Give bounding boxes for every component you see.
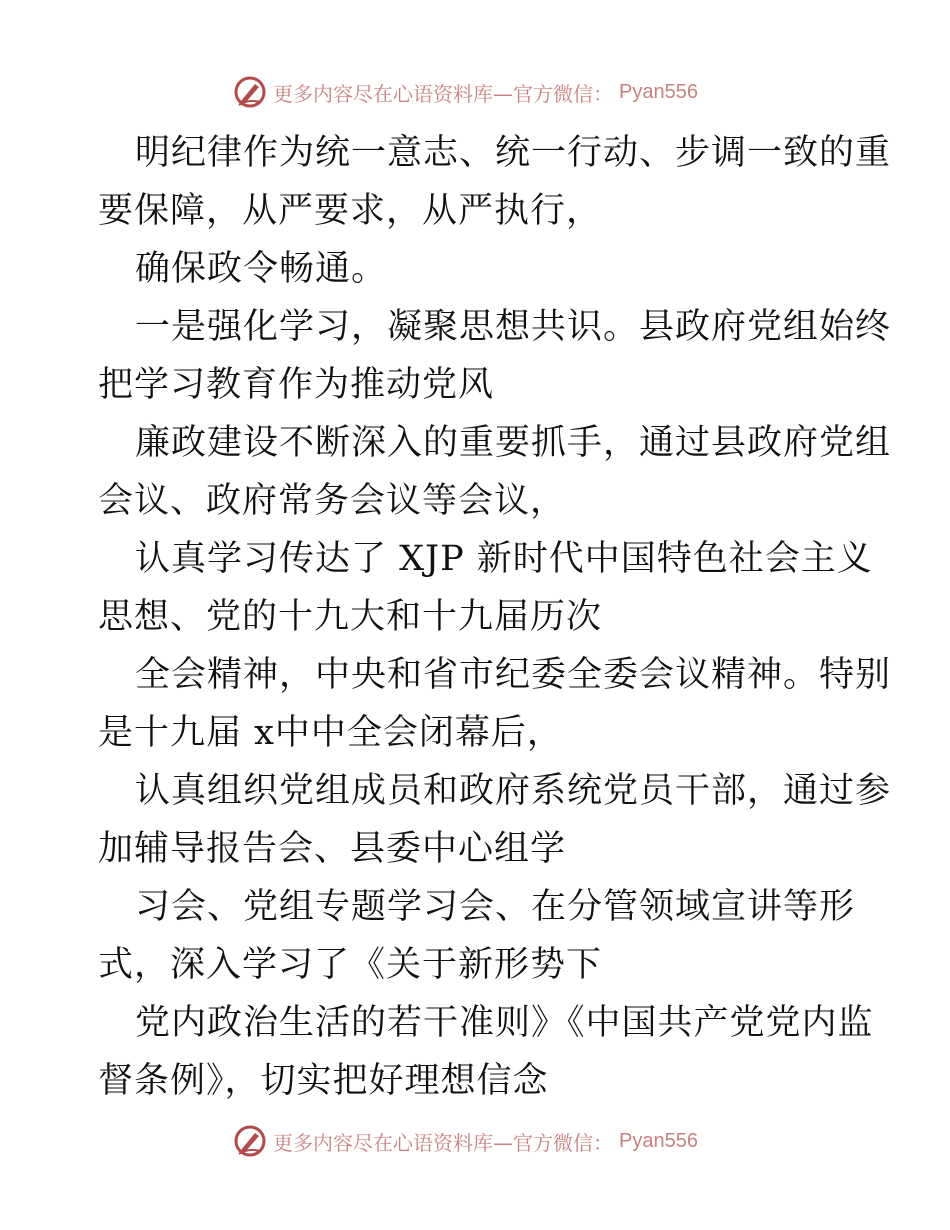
- text-line: 廉政建设不断深入的重要抓手，通过县政府党组: [135, 423, 892, 463]
- text-line: 全会精神，中央和省市纪委全委会议精神。特别: [135, 655, 892, 695]
- watermark-wechat-id: Pyan556: [619, 1129, 698, 1152]
- text-line: 要保障，从严要求，从严执行，: [98, 191, 603, 231]
- footer-watermark: [233, 1121, 698, 1161]
- text-line: 明纪律作为统一意志、统一行动、步调一致的重: [135, 133, 892, 173]
- text-line: 式，深入学习了《关于新形势下: [98, 945, 603, 985]
- text-line: 党内政治生活的若干准则》《中国共产党党内监: [135, 1003, 874, 1043]
- text-line: 是十九届 x中中全会闭幕后，: [98, 713, 563, 753]
- watermark-site-text: 更多内容尽在心语资料库—官方微信：: [273, 81, 613, 106]
- text-line: 确保政令畅通。: [135, 249, 388, 289]
- text-line: 认真学习传达了 XJP 新时代中国特色社会主义: [135, 539, 873, 579]
- document-body: [0, 124, 950, 1110]
- text-line: 把学习教育作为推动党风: [98, 365, 495, 405]
- text-line: 认真组织党组成员和政府系统党员干部，通过参: [135, 771, 892, 811]
- text-line: 会议、政府常务会议等会议，: [98, 481, 567, 521]
- header-watermark: [233, 72, 698, 112]
- pen-circle-logo-icon: [233, 75, 267, 109]
- text-line: 加辅导报告会、县委中心组学: [98, 829, 567, 869]
- text-line: 督条例》，切实把好理想信念: [98, 1061, 549, 1101]
- watermark-wechat-id: Pyan556: [619, 80, 698, 103]
- text-line: 思想、党的十九大和十九届历次: [98, 597, 603, 637]
- pen-circle-logo-icon: [233, 1124, 267, 1158]
- text-line: 一是强化学习，凝聚思想共识。县政府党组始终: [135, 307, 892, 347]
- text-line: 习会、党组专题学习会、在分管领域宣讲等形: [135, 887, 856, 927]
- watermark-site-text: 更多内容尽在心语资料库—官方微信：: [273, 1130, 613, 1155]
